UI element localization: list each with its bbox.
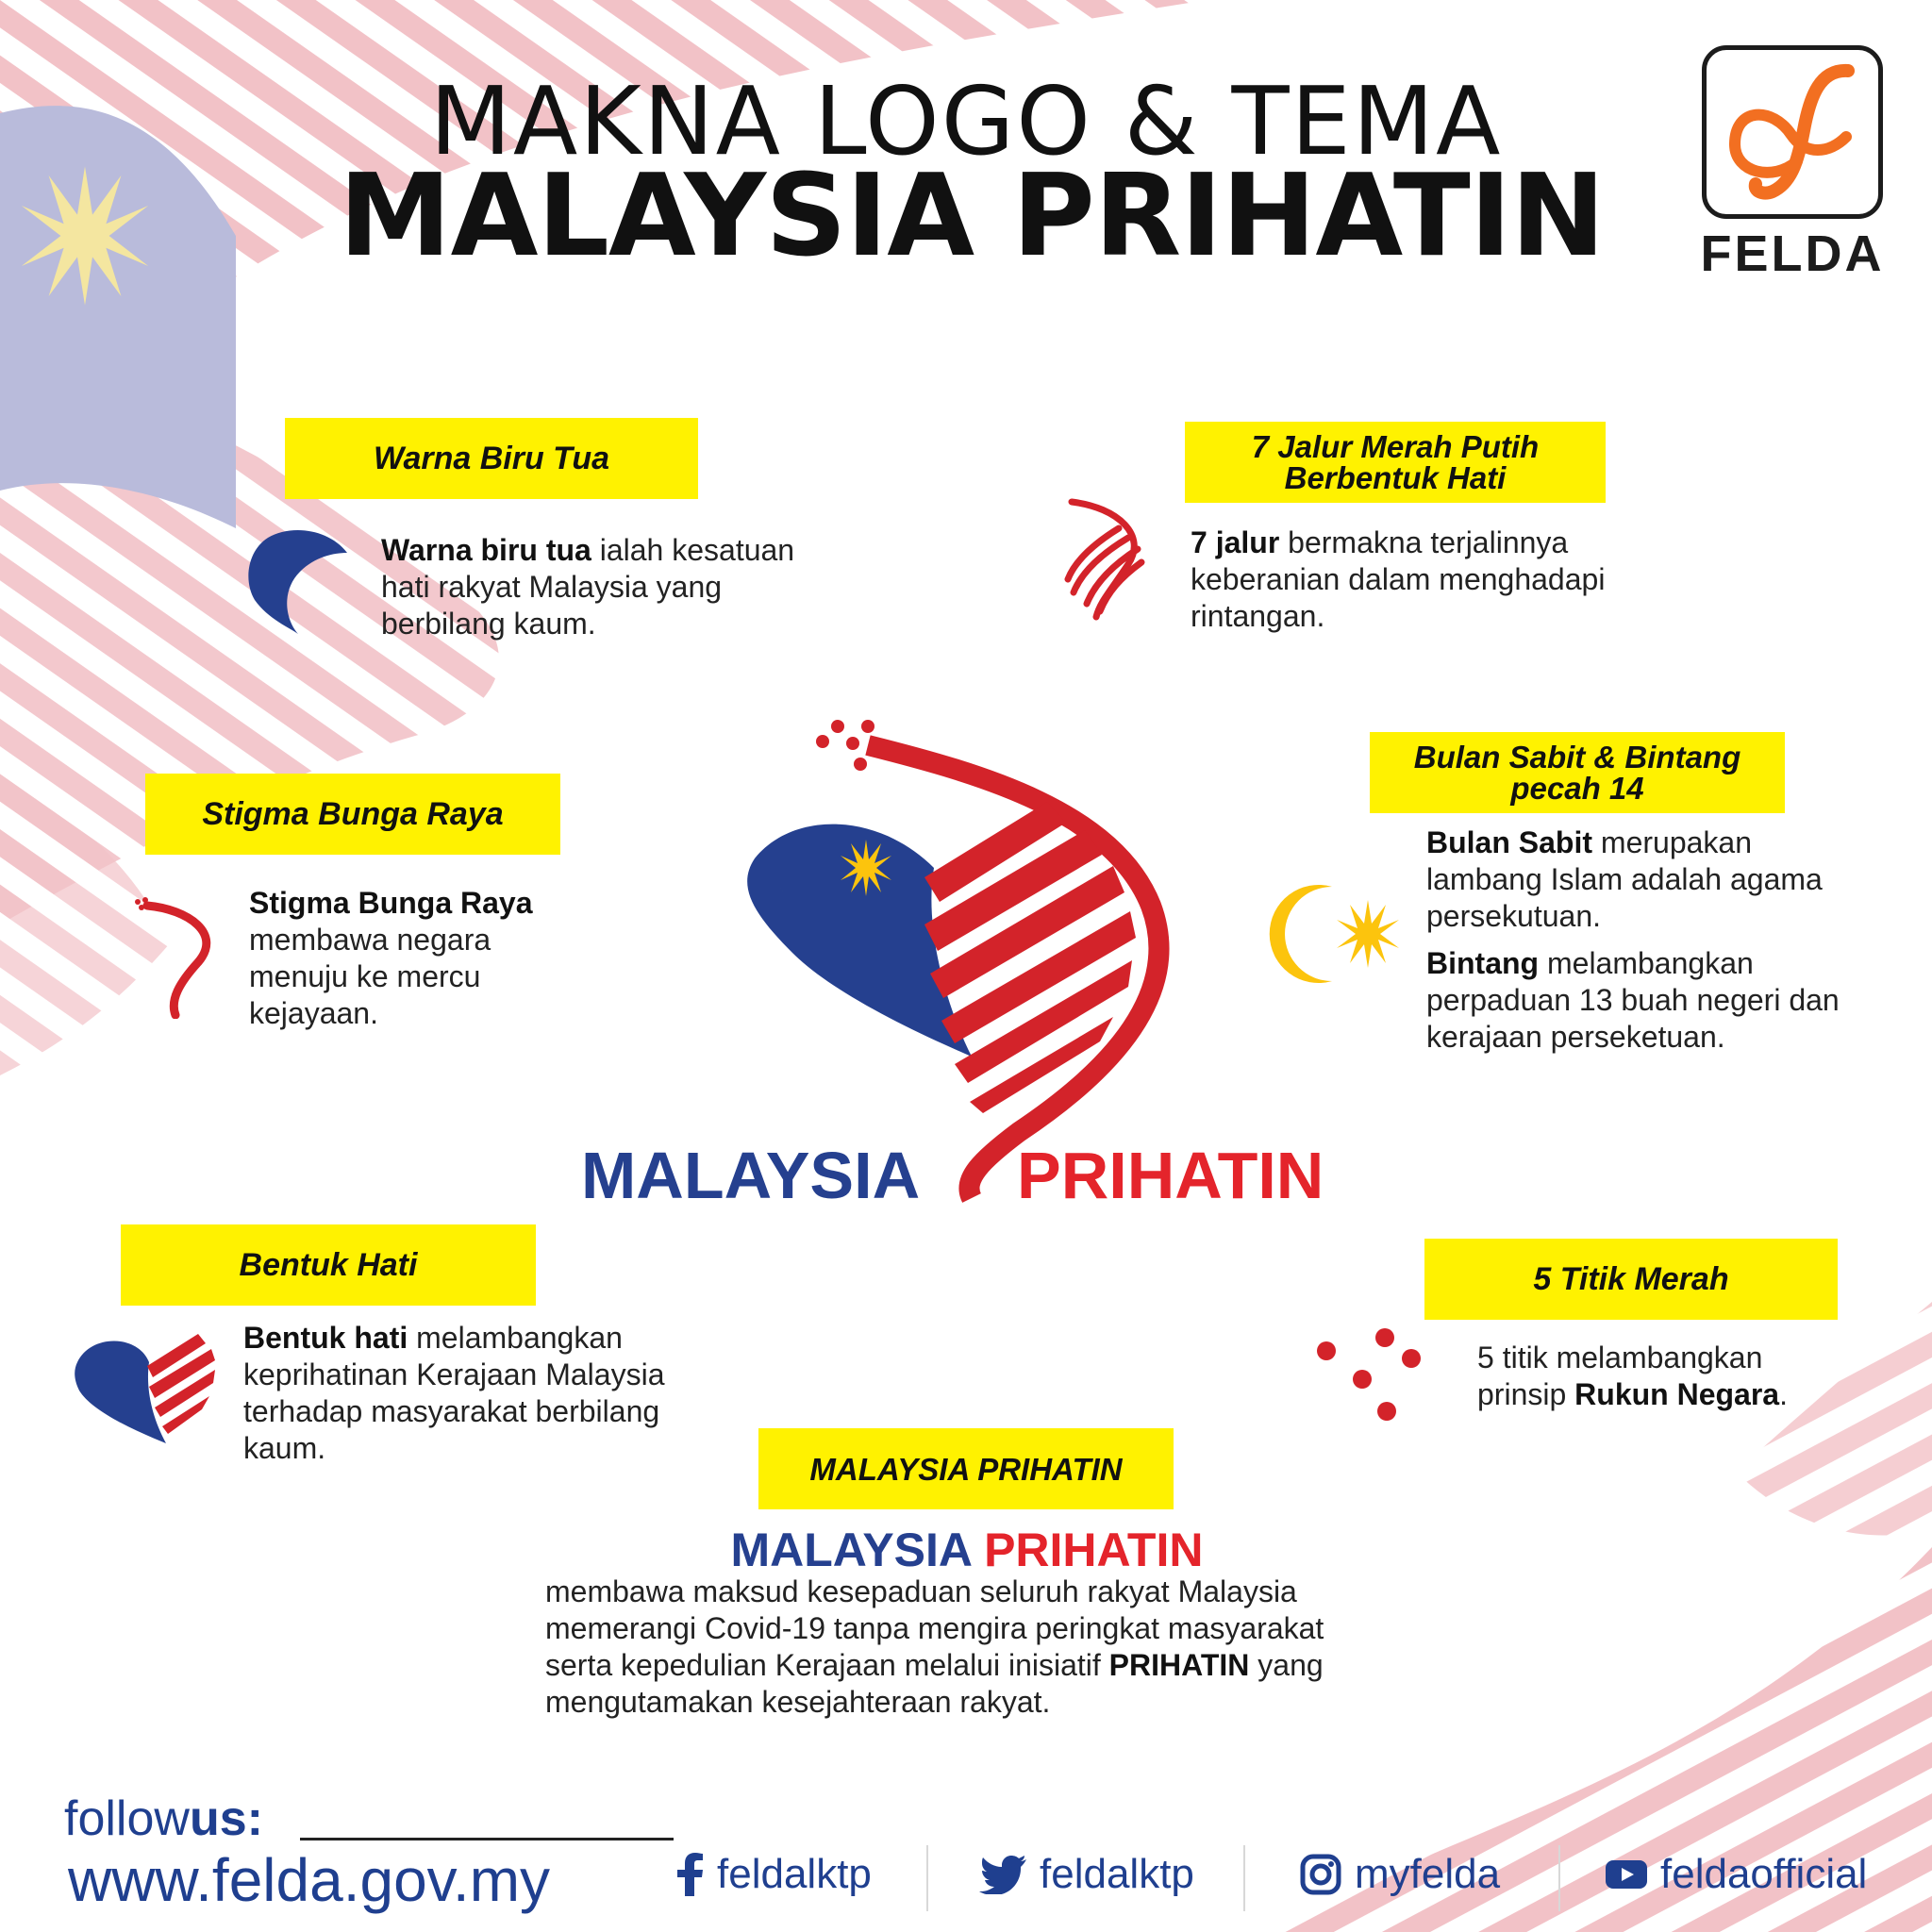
prihatin-heading: MALAYSIA PRIHATIN <box>730 1524 1204 1576</box>
footer-divider <box>1558 1845 1560 1911</box>
felda-logo <box>1702 45 1883 219</box>
page-title-line1: MAKNA LOGO & TEMA <box>429 66 1503 176</box>
facebook-link[interactable]: feldalktp <box>675 1851 872 1898</box>
label-bulan-sabit: Bulan Sabit & Bintang pecah 14 <box>1370 732 1785 813</box>
center-logo-word-prihatin: PRIHATIN <box>1017 1139 1324 1212</box>
desc-warna-biru-tua: Warna biru tua ialah kesatuan hati rakyat Malaysia yang berbilang kaum. <box>381 533 795 641</box>
center-logo-word-malaysia: MALAYSIA <box>581 1139 921 1212</box>
desc-malaysia-prihatin: membawa maksud kesepaduan seluruh rakyat Malaysia memerangi Covid-19 tanpa mengira peringkat masyarakat serta kepedulian Kerajaan melalui inisiatif PRIHATIN yang mengutamakan kesejahteraan rakyat. <box>545 1574 1324 1719</box>
footer-divider <box>1243 1845 1245 1911</box>
facebook-icon <box>675 1853 704 1896</box>
follow-us-underline <box>300 1838 674 1840</box>
desc-bintang: Bintang melambangkan perpaduan 13 buah negeri dan kerajaan perseketuan. <box>1426 946 1840 1054</box>
stigma-ribbon-icon <box>132 896 223 1019</box>
youtube-icon <box>1606 1858 1647 1890</box>
label-warna-biru-tua: Warna Biru Tua <box>285 418 698 499</box>
label-bentuk-hati: Bentuk Hati <box>121 1224 536 1306</box>
label-7-jalur: 7 Jalur Merah Putih Berbentuk Hati <box>1185 422 1606 503</box>
twitter-icon <box>979 1855 1026 1894</box>
heart-mini-icon <box>72 1324 219 1449</box>
label-stigma-bunga-raya: Stigma Bunga Raya <box>145 774 560 855</box>
label-5-titik-merah: 5 Titik Merah <box>1424 1239 1838 1320</box>
felda-logo-text: FELDA <box>1700 225 1885 282</box>
canton-star-icon <box>9 160 160 311</box>
crescent-star-icon <box>1264 877 1406 991</box>
footer-divider <box>926 1845 928 1911</box>
canton-crescent-icon <box>0 330 113 443</box>
instagram-icon <box>1300 1854 1341 1895</box>
desc-5-titik-merah: 5 titik melambangkan prinsip Rukun Negara. <box>1477 1341 1788 1411</box>
instagram-link[interactable]: myfelda <box>1300 1851 1500 1898</box>
page-title-line2: MALAYSIA PRIHATIN <box>339 151 1605 282</box>
desc-bulan-sabit: Bulan Sabit merupakan lambang Islam adalah agama persekutuan. <box>1426 825 1823 933</box>
desc-stigma-bunga-raya: Stigma Bunga Raya membawa negara menuju ke mercu kejayaan. <box>249 886 533 1030</box>
youtube-link[interactable]: feldaofficial <box>1606 1851 1867 1898</box>
label-malaysia-prihatin: MALAYSIA PRIHATIN <box>758 1428 1174 1509</box>
twitter-link[interactable]: feldalktp <box>979 1851 1194 1898</box>
desc-bentuk-hati: Bentuk hati melambangkan keprihatinan Kerajaan Malaysia terhadap masyarakat berbilang kaum. <box>243 1321 665 1465</box>
five-red-dots-icon <box>1313 1324 1430 1430</box>
desc-7-jalur: 7 jalur bermakna terjalinnya keberanian dalam menghadapi rintangan. <box>1191 525 1606 633</box>
felda-logo-icon <box>1707 50 1878 214</box>
malaysia-prihatin-heart-logo <box>736 717 1179 1208</box>
website-link[interactable]: www.felda.gov.my <box>68 1846 550 1914</box>
navy-heart-half-icon <box>243 525 353 636</box>
red-stripes-icon <box>1062 498 1160 621</box>
follow-us-label: followus: <box>64 1791 263 1846</box>
